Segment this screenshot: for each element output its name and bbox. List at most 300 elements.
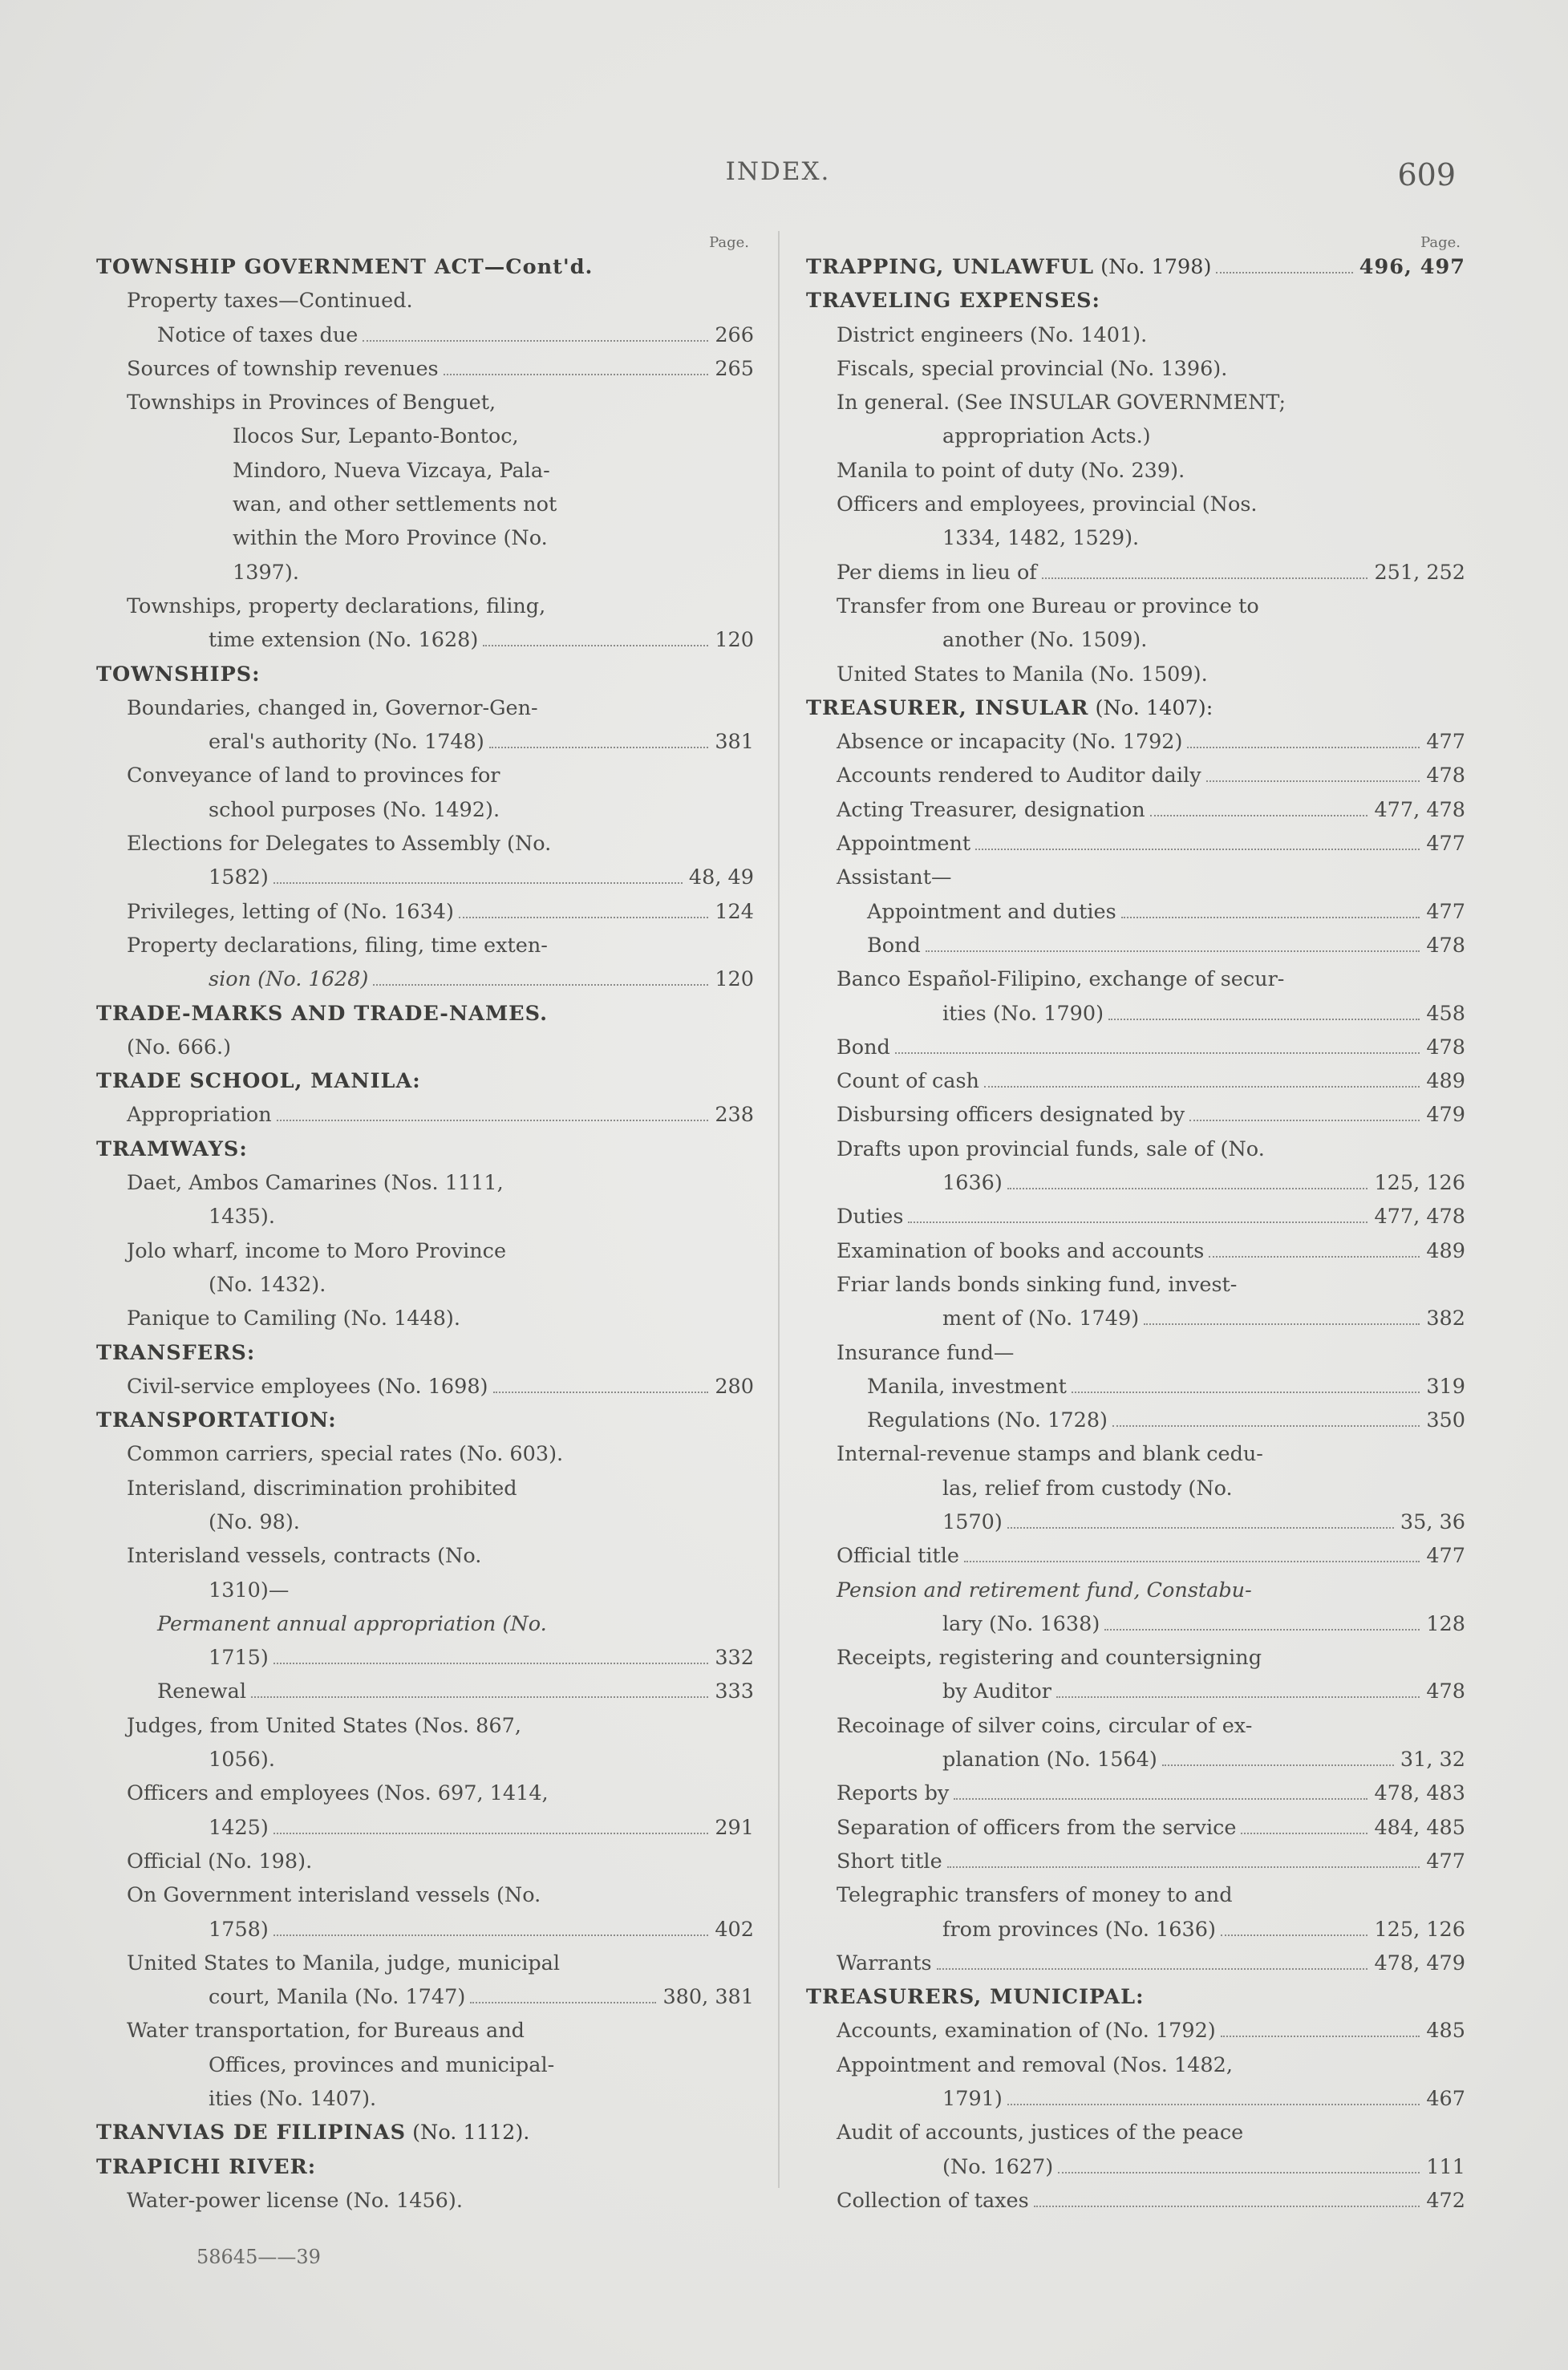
leader-dots xyxy=(1042,563,1368,579)
index-heading xyxy=(96,1336,754,1370)
index-entry xyxy=(942,1166,1465,1200)
index-entry xyxy=(157,1607,754,1641)
leader-dots xyxy=(975,834,1420,850)
leader-dots xyxy=(1187,732,1420,748)
index-entry xyxy=(209,2082,754,2116)
index-heading xyxy=(96,2116,754,2149)
index-entry xyxy=(837,1845,1465,1878)
entry-text: appropriation Acts.) xyxy=(942,424,1151,449)
column-divider xyxy=(778,231,780,2188)
entry-text: Appointment and removal (Nos. 1482, xyxy=(837,2052,1233,2077)
leader-dots xyxy=(1007,1173,1368,1189)
index-entry xyxy=(127,1302,754,1335)
index-entry xyxy=(942,1743,1465,1776)
index-entry xyxy=(837,556,1465,589)
index-entry xyxy=(127,1845,754,1878)
entry-text: Privileges, letting of (No. 1634) xyxy=(127,899,454,924)
entry-text: Official (No. 198). xyxy=(127,1849,313,1874)
index-entry xyxy=(942,1302,1465,1335)
leader-dots xyxy=(1034,2191,1420,2207)
page-number: 609 xyxy=(1397,157,1456,192)
page-ref: 251, 252 xyxy=(1374,560,1465,585)
entry-text: Offices, provinces and municipal- xyxy=(209,2052,555,2077)
index-entry xyxy=(867,1370,1465,1404)
page-ref: 35, 36 xyxy=(1400,1509,1465,1534)
entry-text: TRADE SCHOOL, MANILA: xyxy=(96,1069,421,1094)
leader-dots xyxy=(1241,1818,1367,1834)
page-ref: 120 xyxy=(715,967,754,992)
entry-text: On Government interisland vessels (No. xyxy=(127,1883,541,1908)
index-entry xyxy=(127,1709,754,1743)
index-entry xyxy=(837,1031,1465,1064)
entry-text: Recoinage of silver coins, circular of ex- xyxy=(837,1713,1253,1738)
index-entry xyxy=(837,1539,1465,1573)
entry-text: TRAPPING, UNLAWFUL xyxy=(806,255,1095,279)
index-entry xyxy=(127,1031,754,1064)
leader-dots xyxy=(1189,1105,1420,1121)
entry-text: Permanent annual appropriation (No. xyxy=(157,1611,547,1636)
leader-dots xyxy=(470,1987,656,2003)
index-entry xyxy=(209,1980,754,2014)
entry-text: Reports by xyxy=(837,1781,950,1806)
index-entry xyxy=(127,929,754,962)
entry-text: TREASURERS, MUNICIPAL: xyxy=(806,1985,1145,2010)
index-entry xyxy=(127,2184,754,2218)
signature-mark: 58645——39 xyxy=(197,2246,321,2268)
entry-text: Judges, from United States (Nos. 867, xyxy=(127,1713,521,1738)
index-heading xyxy=(96,1064,754,1098)
entry-text: Elections for Delegates to Assembly (No. xyxy=(127,832,552,857)
index-entry xyxy=(233,454,754,488)
entry-text: Common carriers, special rates (No. 603). xyxy=(127,1442,564,1467)
index-entry xyxy=(942,997,1465,1031)
page-ref: 382 xyxy=(1426,1307,1465,1331)
entry-text: from provinces (No. 1636) xyxy=(942,1917,1216,1942)
page-column-label: Page. xyxy=(1420,234,1461,251)
index-entry xyxy=(837,1200,1465,1234)
entry-text: Notice of taxes due xyxy=(157,322,359,347)
entry-text: Accounts, examination of (No. 1792) xyxy=(837,2019,1216,2044)
index-entry xyxy=(837,1709,1465,1743)
index-entry xyxy=(837,1336,1465,1370)
entry-text: Telegraphic transfers of money to and xyxy=(837,1883,1233,1908)
running-head xyxy=(0,157,1568,197)
leader-dots xyxy=(493,1377,709,1393)
entry-text: Fiscals, special provincial (No. 1396). xyxy=(837,356,1228,381)
entry-text: ities (No. 1407). xyxy=(209,2087,377,2112)
entry-text: 1715) xyxy=(209,1646,269,1671)
page-ref: 291 xyxy=(715,1815,754,1840)
index-entry xyxy=(233,419,754,453)
left-column xyxy=(96,233,754,2218)
index-entry xyxy=(127,1370,754,1404)
index-entry xyxy=(209,725,754,759)
entry-text: Per diems in lieu of xyxy=(837,560,1037,585)
entry-text: Bond xyxy=(867,933,921,958)
index-entry xyxy=(127,1472,754,1505)
index-entry xyxy=(942,1607,1465,1641)
page-ref: 478 xyxy=(1426,1679,1465,1704)
entry-text: Transfer from one Bureau or province to xyxy=(837,594,1259,618)
leader-dots xyxy=(1144,1309,1420,1325)
index-entry xyxy=(157,1675,754,1708)
leader-dots xyxy=(1216,257,1352,273)
entry-text: Acting Treasurer, designation xyxy=(837,797,1145,822)
entry-text: TRANSFERS: xyxy=(96,1340,256,1365)
entry-text: Bond xyxy=(837,1035,890,1059)
entry-text: In general. (See INSULAR GOVERNMENT; xyxy=(837,391,1286,415)
entry-text: 1435). xyxy=(209,1205,275,1230)
index-entry xyxy=(209,1200,754,1234)
index-entry xyxy=(837,589,1465,623)
leader-dots xyxy=(273,868,683,884)
leader-dots xyxy=(1209,1242,1420,1258)
leader-dots xyxy=(1058,2157,1420,2174)
index-heading xyxy=(806,691,1465,725)
entry-text: TRANVIAS DE FILIPINAS xyxy=(96,2121,406,2145)
entry-text: 1636) xyxy=(942,1171,1003,1196)
entry-text: 1582) xyxy=(209,865,269,890)
index-entry xyxy=(209,1574,754,1607)
index-entry xyxy=(209,1811,754,1845)
index-entry xyxy=(837,454,1465,488)
page-ref: 266 xyxy=(715,322,754,347)
index-entry xyxy=(942,1913,1465,1947)
page-ref: 478 xyxy=(1426,933,1465,958)
entry-text: Officers and employees (Nos. 697, 1414, xyxy=(127,1781,549,1806)
index-entry xyxy=(127,1437,754,1471)
leader-dots xyxy=(1162,1750,1394,1766)
index-entry xyxy=(837,1064,1465,1098)
page-ref: 489 xyxy=(1426,1069,1465,1094)
index-entry xyxy=(837,1268,1465,1302)
entry-text: sion (No. 1628) xyxy=(209,967,369,992)
entry-text: Warrants xyxy=(837,1951,932,1975)
leader-dots xyxy=(1072,1377,1420,1393)
page-ref: 381 xyxy=(715,730,754,755)
leader-dots xyxy=(1007,2089,1420,2105)
index-entry xyxy=(837,2184,1465,2218)
index-entry xyxy=(942,623,1465,657)
index-entry xyxy=(837,1234,1465,1268)
entry-text: Property taxes—Continued. xyxy=(127,289,413,314)
leader-dots xyxy=(1056,1682,1420,1698)
entry-text: Interisland vessels, contracts (No. xyxy=(127,1544,482,1569)
leader-dots xyxy=(459,902,708,918)
index-entry xyxy=(867,1404,1465,1437)
entry-text: Regulations (No. 1728) xyxy=(867,1408,1108,1433)
index-entry xyxy=(127,352,754,386)
entry-text: by Auditor xyxy=(942,1679,1051,1704)
page-ref: 125, 126 xyxy=(1374,1171,1465,1196)
index-entry xyxy=(209,1641,754,1675)
index-entry xyxy=(837,1098,1465,1132)
entry-text: school purposes (No. 1492). xyxy=(209,797,500,822)
page-ref: 478, 483 xyxy=(1374,1781,1465,1806)
entry-text: Official title xyxy=(837,1544,959,1569)
entry-text: eral's authority (No. 1748) xyxy=(209,730,484,755)
entry-act-ref: (No. 1407): xyxy=(1088,695,1213,720)
entry-text: Panique to Camiling (No. 1448). xyxy=(127,1307,460,1331)
page-ref: 128 xyxy=(1426,1611,1465,1636)
page-ref: 467 xyxy=(1426,2087,1465,2112)
index-entry xyxy=(233,488,754,521)
page-ref: 485 xyxy=(1426,2019,1465,2044)
index-entry xyxy=(127,827,754,861)
index-entry xyxy=(837,658,1465,691)
leader-dots xyxy=(984,1072,1420,1088)
index-entry xyxy=(837,1641,1465,1675)
entry-text: TRADE-MARKS AND TRADE-NAMES. xyxy=(96,1001,549,1026)
page-ref: 479 xyxy=(1426,1103,1465,1128)
index-entry xyxy=(837,386,1465,419)
index-entry xyxy=(942,521,1465,555)
page-ref: 48, 49 xyxy=(688,865,754,890)
index-entry xyxy=(209,793,754,827)
index-entry xyxy=(942,1505,1465,1539)
entry-text: Accounts rendered to Auditor daily xyxy=(837,764,1201,788)
index-heading xyxy=(806,284,1465,318)
entry-text: Internal-revenue stamps and blank cedu- xyxy=(837,1442,1263,1467)
entry-text: Disbursing officers designated by xyxy=(837,1103,1185,1128)
entry-text: 1397). xyxy=(233,560,299,585)
leader-dots xyxy=(1206,766,1420,782)
entry-text: Count of cash xyxy=(837,1069,979,1094)
entry-text: TOWNSHIP GOVERNMENT ACT—Cont'd. xyxy=(96,255,594,279)
index-entry xyxy=(127,1098,754,1132)
index-entry xyxy=(127,386,754,419)
entry-text: planation (No. 1564) xyxy=(942,1748,1157,1772)
index-heading xyxy=(806,250,1465,284)
entry-text: 1425) xyxy=(209,1815,269,1840)
page-ref: 125, 126 xyxy=(1374,1917,1465,1942)
entry-text: ment of (No. 1749) xyxy=(942,1307,1140,1331)
entry-text: United States to Manila (No. 1509). xyxy=(837,662,1208,687)
entry-text: Duties xyxy=(837,1205,904,1230)
entry-text: Conveyance of land to provinces for xyxy=(127,764,500,788)
index-entry xyxy=(127,1166,754,1200)
index-entry xyxy=(127,1539,754,1573)
index-entry xyxy=(209,962,754,996)
index-entry xyxy=(157,318,754,352)
leader-dots xyxy=(937,1954,1368,1970)
leader-dots xyxy=(1108,1004,1420,1020)
left-entries xyxy=(96,250,754,2218)
index-heading xyxy=(96,2150,754,2184)
index-entry xyxy=(942,419,1465,453)
index-entry xyxy=(127,1776,754,1810)
leader-dots xyxy=(273,1648,708,1664)
index-entry xyxy=(233,556,754,589)
entry-text: Pension and retirement fund, Constabu- xyxy=(837,1578,1252,1602)
index-entry xyxy=(837,793,1465,827)
right-column xyxy=(806,233,1465,2218)
entry-text: Manila, investment xyxy=(867,1374,1067,1399)
page-ref: 484, 485 xyxy=(1374,1815,1465,1840)
index-title: INDEX. xyxy=(725,157,831,186)
page-ref: 111 xyxy=(1426,2154,1465,2179)
entry-text: 1334, 1482, 1529). xyxy=(942,526,1140,551)
entry-text: (No. 1432). xyxy=(209,1272,326,1297)
entry-text: United States to Manila, judge, municipal xyxy=(127,1951,561,1975)
entry-text: Water transportation, for Bureaus and xyxy=(127,2019,525,2044)
index-entry xyxy=(837,1437,1465,1471)
index-heading xyxy=(96,658,754,691)
leader-dots xyxy=(908,1207,1367,1223)
index-entry xyxy=(837,827,1465,861)
entry-text: Officers and employees, provincial (Nos. xyxy=(837,492,1258,517)
entry-text: Appropriation xyxy=(127,1103,272,1128)
entry-text: Appointment and duties xyxy=(867,899,1116,924)
index-heading xyxy=(96,1132,754,1166)
leader-dots xyxy=(1104,1614,1420,1631)
index-entry xyxy=(837,488,1465,521)
index-entry xyxy=(209,1913,754,1947)
index-entry xyxy=(127,1878,754,1912)
index-entry xyxy=(127,589,754,623)
index-entry xyxy=(209,623,754,657)
page-ref: 31, 32 xyxy=(1400,1748,1465,1772)
index-entry xyxy=(837,318,1465,352)
page-ref: 477 xyxy=(1426,730,1465,755)
entry-text: Receipts, registering and countersigning xyxy=(837,1646,1262,1671)
page-ref: 472 xyxy=(1426,2188,1465,2213)
leader-dots xyxy=(363,326,708,342)
index-heading xyxy=(806,1980,1465,2014)
entry-text: Insurance fund— xyxy=(837,1340,1015,1365)
leader-dots xyxy=(1150,800,1368,816)
index-entry xyxy=(867,895,1465,929)
index-entry xyxy=(209,1743,754,1776)
page-ref: 124 xyxy=(715,899,754,924)
index-entry xyxy=(942,1472,1465,1505)
page-ref: 458 xyxy=(1426,1001,1465,1026)
index-entry xyxy=(209,1505,754,1539)
entry-text: Appointment xyxy=(837,832,971,857)
entry-text: 1758) xyxy=(209,1917,269,1942)
index-entry xyxy=(209,2048,754,2082)
leader-dots xyxy=(489,732,709,748)
entry-text: Collection of taxes xyxy=(837,2188,1029,2213)
entry-text: lary (No. 1638) xyxy=(942,1611,1100,1636)
index-entry xyxy=(837,725,1465,759)
page-ref: 280 xyxy=(715,1374,754,1399)
leader-dots xyxy=(483,630,708,646)
leader-dots xyxy=(964,1546,1420,1562)
entry-act-ref: (No. 1112). xyxy=(405,2121,530,2145)
leader-dots xyxy=(947,1852,1420,1868)
entry-text: Audit of accounts, justices of the peace xyxy=(837,2121,1244,2145)
entry-text: Jolo wharf, income to Moro Province xyxy=(127,1238,507,1263)
entry-text: Property declarations, filing, time exten- xyxy=(127,933,548,958)
leader-dots xyxy=(954,1784,1367,1800)
entry-text: TRAPICHI RIVER: xyxy=(96,2154,317,2179)
entry-text: ities (No. 1790) xyxy=(942,1001,1104,1026)
index-entry xyxy=(127,284,754,318)
page-ref: 478, 479 xyxy=(1374,1951,1465,1975)
index-entry xyxy=(837,1776,1465,1810)
page-ref: 496, 497 xyxy=(1359,255,1465,279)
entry-text: Water-power license (No. 1456). xyxy=(127,2188,463,2213)
entry-text: Mindoro, Nueva Vizcaya, Pala- xyxy=(233,458,550,483)
entry-text: Boundaries, changed in, Governor-Gen- xyxy=(127,695,538,720)
leader-dots xyxy=(273,1920,708,1936)
index-entry xyxy=(837,1811,1465,1845)
leader-dots xyxy=(277,1105,709,1121)
entry-text: (No. 98). xyxy=(209,1509,300,1534)
entry-text: another (No. 1509). xyxy=(942,628,1148,653)
entry-text: TOWNSHIPS: xyxy=(96,662,261,687)
entry-text: Townships in Provinces of Benguet, xyxy=(127,391,496,415)
leader-dots xyxy=(1112,1411,1420,1427)
entry-text: 1310)— xyxy=(209,1578,290,1602)
page-ref: 402 xyxy=(715,1917,754,1942)
entry-text: Interisland, discrimination prohibited xyxy=(127,1476,517,1501)
entry-text: Separation of officers from the service xyxy=(837,1815,1237,1840)
page-ref: 238 xyxy=(715,1103,754,1128)
page-ref: 333 xyxy=(715,1679,754,1704)
index-entry xyxy=(233,521,754,555)
page-ref: 489 xyxy=(1426,1238,1465,1263)
index-entry xyxy=(837,1947,1465,1980)
entry-text: las, relief from custody (No. xyxy=(942,1476,1233,1501)
index-entry xyxy=(209,861,754,894)
entry-text: TRAMWAYS: xyxy=(96,1136,248,1161)
entry-text: Townships, property declarations, filing, xyxy=(127,594,546,618)
entry-text: Short title xyxy=(837,1849,942,1874)
entry-act-ref: (No. 1798) xyxy=(1094,255,1212,279)
page-ref: 477 xyxy=(1426,1544,1465,1569)
index-entry xyxy=(942,2150,1465,2184)
entry-text: Ilocos Sur, Lepanto-Bontoc, xyxy=(233,424,519,449)
entry-text: Sources of township revenues xyxy=(127,356,439,381)
entry-text: 1791) xyxy=(942,2087,1003,2112)
index-entry xyxy=(127,759,754,792)
entry-text: (No. 1627) xyxy=(942,2154,1054,2179)
index-heading xyxy=(96,1404,754,1437)
index-entry xyxy=(127,1234,754,1268)
entry-text: wan, and other settlements not xyxy=(233,492,557,517)
entry-text: Civil-service employees (No. 1698) xyxy=(127,1374,488,1399)
entry-text: Manila to point of duty (No. 239). xyxy=(837,458,1185,483)
index-entry xyxy=(837,1132,1465,1166)
index-entry xyxy=(837,861,1465,894)
index-entry xyxy=(837,2014,1465,2048)
entry-text: Daet, Ambos Camarines (Nos. 1111, xyxy=(127,1171,504,1196)
leader-dots xyxy=(1221,1920,1368,1936)
entry-text: time extension (No. 1628) xyxy=(209,628,479,653)
entry-text: Examination of books and accounts xyxy=(837,1238,1205,1263)
entry-text: Renewal xyxy=(157,1679,246,1704)
index-entry xyxy=(837,352,1465,386)
page-ref: 265 xyxy=(715,356,754,381)
page-ref: 478 xyxy=(1426,1035,1465,1059)
entry-text: TREASURER, INSULAR xyxy=(806,695,1089,720)
index-entry xyxy=(837,1574,1465,1607)
entry-text: 1570) xyxy=(942,1509,1003,1534)
leader-dots xyxy=(1007,1513,1394,1529)
entry-text: District engineers (No. 1401). xyxy=(837,322,1148,347)
entry-text: 1056). xyxy=(209,1748,275,1772)
page-ref: 350 xyxy=(1426,1408,1465,1433)
entry-text: (No. 666.) xyxy=(127,1035,232,1059)
leader-dots xyxy=(1221,2021,1420,2037)
entry-text: TRANSPORTATION: xyxy=(96,1408,337,1433)
page-ref: 319 xyxy=(1426,1374,1465,1399)
index-entry xyxy=(209,1268,754,1302)
index-entry xyxy=(942,1675,1465,1708)
index-entry xyxy=(837,962,1465,996)
